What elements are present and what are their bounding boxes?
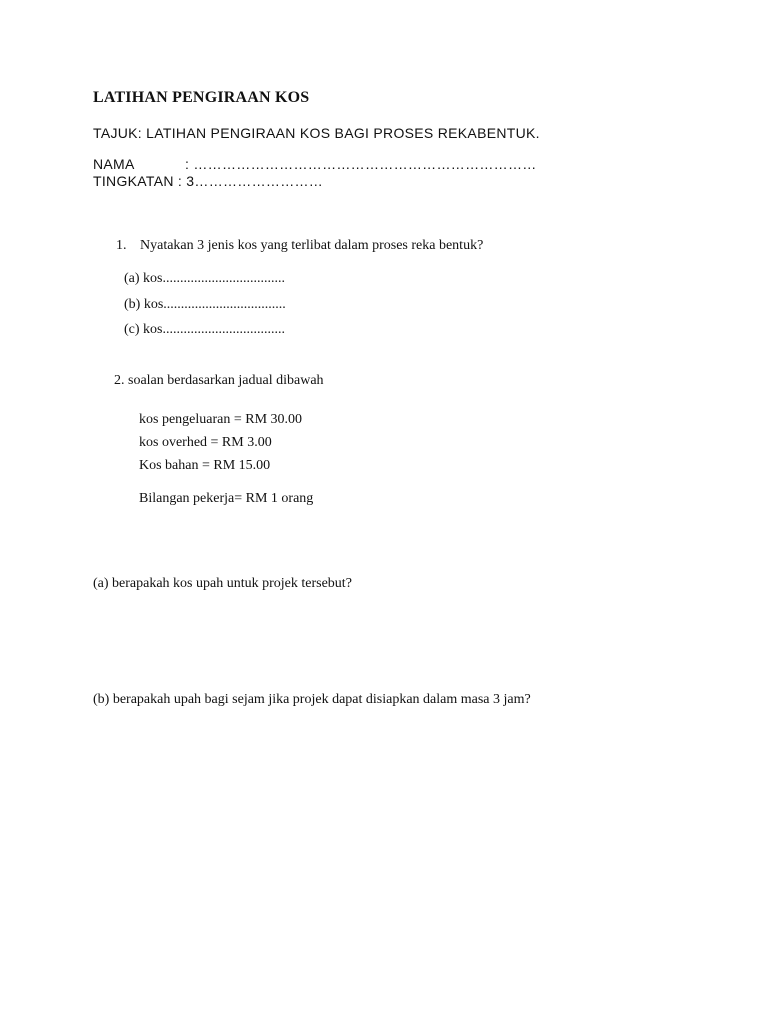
nama-field: : ………………………………………………………………: [185, 156, 537, 172]
question-1-answer-c: (c) kos...................................: [124, 322, 285, 337]
tingkatan-field: TINGKATAN : 3………………………: [93, 173, 324, 189]
question-1-answer-b: (b) kos...................................: [124, 297, 286, 312]
question-2-part-a: (a) berapakah kos upah untuk projek tersebut?: [93, 576, 352, 591]
question-2-part-b: (b) berapakah upah bagi sejam jika projek dapat disiapkan dalam masa 3 jam?: [93, 692, 531, 707]
data-line-worker-count: Bilangan pekerja= RM 1 orang: [139, 491, 314, 506]
question-1-number: 1.: [116, 238, 127, 253]
page-title: LATIHAN PENGIRAAN KOS: [93, 89, 310, 106]
data-line-material-cost: Kos bahan = RM 15.00: [139, 458, 271, 473]
question-1-answer-a: (a) kos...................................: [124, 271, 285, 286]
data-line-overhead-cost: kos overhed = RM 3.00: [139, 435, 272, 450]
question-1-text: Nyatakan 3 jenis kos yang terlibat dalam proses reka bentuk?: [140, 238, 484, 253]
nama-label: NAMA: [93, 156, 135, 172]
subject-line: TAJUK: LATIHAN PENGIRAAN KOS BAGI PROSES REKABENTUK.: [93, 125, 540, 141]
question-2-text: 2. soalan berdasarkan jadual dibawah: [114, 373, 324, 388]
data-line-production-cost: kos pengeluaran = RM 30.00: [139, 412, 303, 427]
